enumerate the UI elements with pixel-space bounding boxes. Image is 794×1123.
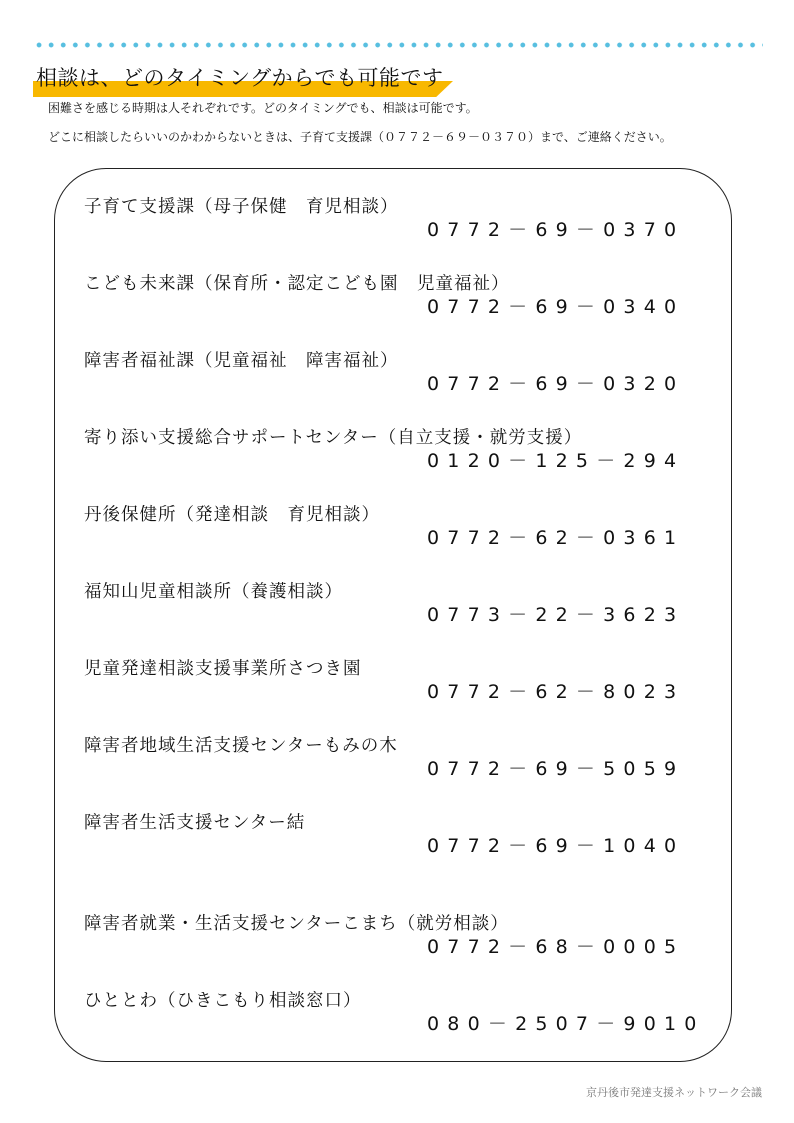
- contact-name: 障害者生活支援センター結: [84, 813, 306, 833]
- contact-phone: 0772－62－8023: [427, 681, 685, 703]
- contact-phone: 0772－69－0320: [427, 373, 685, 395]
- contact-phone: 0772－69－0370: [427, 219, 685, 241]
- contact-name: 丹後保健所（発達相談 育児相談）: [84, 505, 380, 525]
- contact-phone: 0120－125－294: [427, 450, 685, 472]
- dotted-divider: [33, 42, 763, 48]
- contact-entry: [84, 270, 704, 318]
- contact-name: 福知山児童相談所（養護相談）: [84, 582, 343, 602]
- contact-name: ひととわ（ひきこもり相談窓口）: [84, 991, 362, 1011]
- contact-phone: 0772－69－1040: [427, 835, 685, 857]
- contact-phone: 0772－62－0361: [427, 527, 685, 549]
- contact-entry: [84, 578, 704, 626]
- contact-name: 障害者就業・生活支援センターこまち（就労相談）: [84, 914, 509, 934]
- contact-name: 障害者福祉課（児童福祉 障害福祉）: [84, 351, 399, 371]
- contact-entry: [84, 193, 704, 241]
- contact-entry: [84, 501, 704, 549]
- contact-name: 子育て支援課（母子保健 育児相談）: [84, 197, 399, 217]
- contact-entry: [84, 424, 704, 472]
- contact-entry: [84, 910, 704, 958]
- footer-organization: 京丹後市発達支援ネットワーク会議: [586, 1086, 762, 1099]
- contact-name: 児童発達相談支援事業所さつき園: [84, 659, 362, 679]
- contact-name: こども未来課（保育所・認定こども園 児童福祉）: [84, 274, 510, 294]
- contact-phone: 0772－69－5059: [427, 758, 685, 780]
- contact-phone: 080－2507－9010: [427, 1013, 705, 1035]
- contact-name: 障害者地域生活支援センターもみの木: [84, 736, 398, 756]
- contact-entry: [84, 347, 704, 395]
- contact-entry: [84, 987, 705, 1035]
- intro-paragraph-1: 困難さを感じる時期は人それぞれです。どのタイミングでも、相談は可能です。: [48, 101, 478, 115]
- contact-entry: [84, 732, 704, 780]
- page-title: 相談は、どのタイミングからでも可能です: [36, 66, 444, 90]
- contact-phone: 0773－22－3623: [427, 604, 685, 626]
- contact-phone: 0772－69－0340: [427, 296, 685, 318]
- contact-phone: 0772－68－0005: [427, 936, 685, 958]
- contact-name: 寄り添い支援総合サポートセンター（自立支援・就労支援）: [84, 428, 583, 448]
- contact-entry: [84, 655, 704, 703]
- contact-entry: [84, 809, 704, 857]
- intro-paragraph-2: どこに相談したらいいのかわからないときは、子育て支援課（０７７２－６９－０３７０）まで、ご連絡ください。: [48, 130, 672, 144]
